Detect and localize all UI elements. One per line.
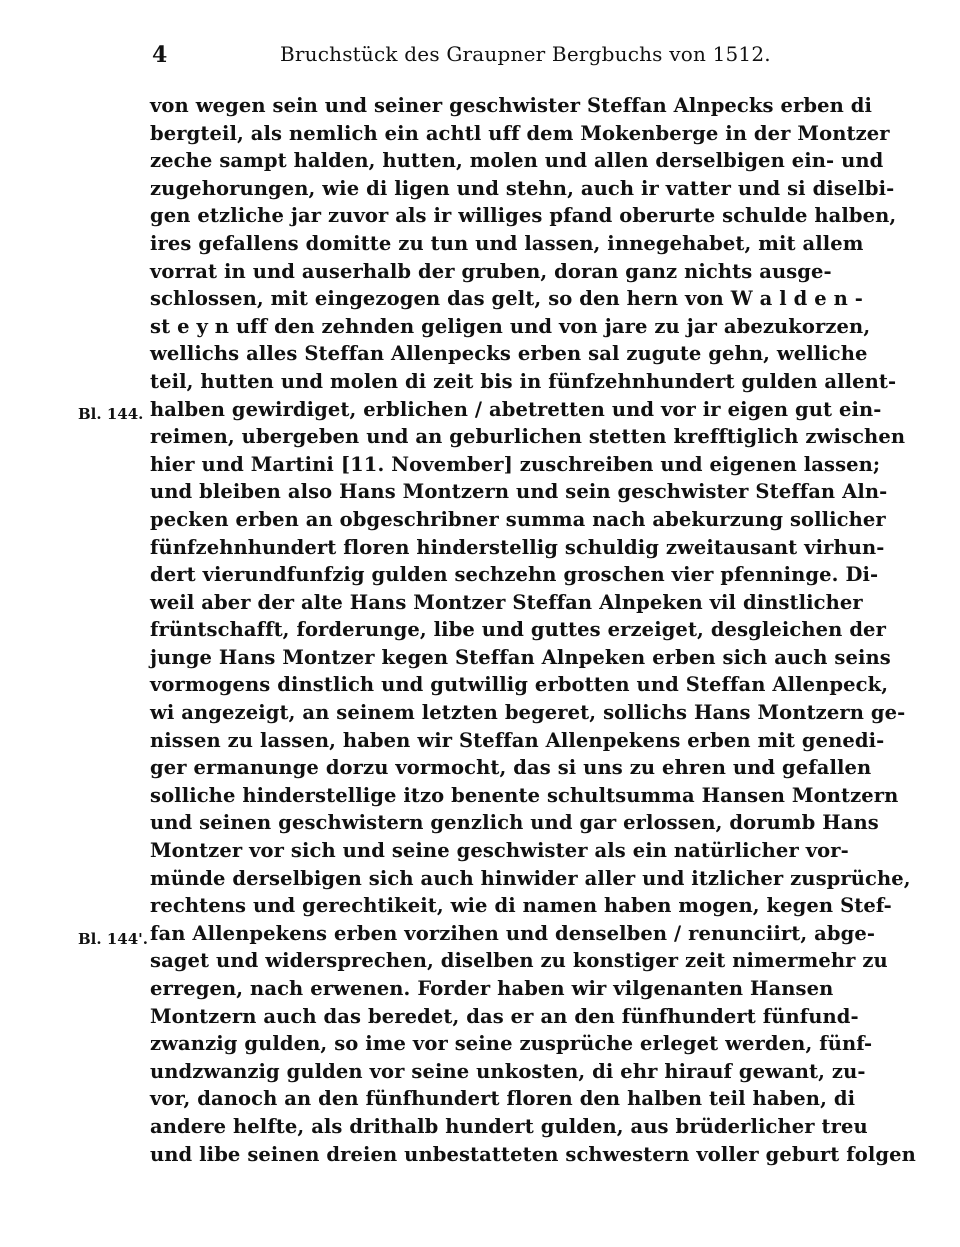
text-line: münde derselbigen sich auch hinwider aller und itzlicher zusprüche, <box>150 866 911 890</box>
text-line: reimen, ubergeben und an geburlichen stetten krefftiglich zwischen <box>150 425 906 449</box>
text-line: dert vierundfunfzig gulden sechzehn groschen vier pfenninge. Di- <box>150 563 879 587</box>
text-line: und libe seinen dreien unbestatteten schwestern voller geburt folgen <box>150 1142 916 1166</box>
text-line: und seinen geschwistern genzlich und gar erlossen, dorumb Hans <box>150 811 879 835</box>
text-line: zugehorungen, wie di ligen und stehn, auch ir vatter und si diselbi- <box>150 176 895 200</box>
text-line: wellichs alles Steffan Allenpecks erben sal zugute gehn, welliche <box>150 342 868 366</box>
text-line: halben gewirdiget, erblichen / abetretten und vor ir eigen gut ein- <box>150 397 882 421</box>
margin-note-folio: Bl. 144. <box>78 405 144 423</box>
page-header <box>152 36 822 76</box>
body-text <box>150 92 916 1168</box>
text-line: und bleiben also Hans Montzern und sein geschwister Steffan Aln- <box>150 480 888 504</box>
text-line: saget und widersprechen, diselben zu konstiger zeit nimermehr zu <box>150 949 888 973</box>
text-line: pecken erben an obgeschribner summa nach abekurzung sollicher <box>150 507 886 531</box>
text-line: vor, danoch an den fünfhundert floren den halben teil haben, di <box>150 1087 856 1111</box>
text-line: Montzer vor sich und seine geschwister als ein natürlicher vor- <box>150 839 849 863</box>
text-line: bergteil, als nemlich ein achtl uff dem Mokenberge in der Montzer <box>150 121 890 145</box>
text-line: fünfzehnhundert floren hinderstellig schuldig zweitausant virhun- <box>150 535 885 559</box>
text-line: früntschafft, forderunge, libe und guttes erzeiget, desgleichen der <box>150 618 886 642</box>
running-title: Bruchstück des Graupner Bergbuchs von 1512. <box>280 42 771 66</box>
text-line: schlossen, mit eingezogen das gelt, so den hern von W a l d e n - <box>150 287 863 311</box>
text-line: junge Hans Montzer kegen Steffan Alnpeken erben sich auch seins <box>150 645 891 669</box>
text-line: weil aber der alte Hans Montzer Steffan Alnpeken vil dinstlicher <box>150 590 863 614</box>
text-line: ires gefallens domitte zu tun und lassen, innegehabet, mit allem <box>150 231 864 255</box>
text-line: Montzern auch das beredet, das er an den fünfhundert fünfund- <box>150 1004 859 1028</box>
text-line: gen etzliche jar zuvor als ir williges pfand oberurte schulde halben, <box>150 204 897 228</box>
text-line: nissen zu lassen, haben wir Steffan Allenpekens erben mit genedi- <box>150 728 885 752</box>
text-line: zeche sampt halden, hutten, molen und allen derselbigen ein- und <box>150 149 884 173</box>
margin-note-folio: Bl. 144'. <box>78 930 148 948</box>
text-line: fan Allenpekens erben vorzihen und denselben / renunciirt, abge- <box>150 921 876 945</box>
text-line: st e y n uff den zehnden geligen und von jare zu jar abezukorzen, <box>150 314 871 338</box>
text-line: rechtens und gerechtikeit, wie di namen haben mogen, kegen Stef- <box>150 894 892 918</box>
text-line: undzwanzig gulden vor seine unkosten, di ehr hirauf gewant, zu- <box>150 1059 866 1083</box>
text-line: teil, hutten und molen di zeit bis in fünfzehnhundert gulden allent- <box>150 369 897 393</box>
text-line: wi angezeigt, an seinem letzten begeret, sollichs Hans Montzern ge- <box>150 701 906 725</box>
page-number: 4 <box>152 42 168 68</box>
text-line: von wegen sein und seiner geschwister Steffan Alnpecks erben di <box>150 94 873 117</box>
text-line: erregen, nach erwenen. Forder haben wir vilgenanten Hansen <box>150 977 834 1000</box>
text-line: ger ermanunge dorzu vormocht, das si uns zu ehren und gefallen <box>150 756 872 780</box>
text-line: hier und Martini [11. November] zuschreiben und eigenen lassen; <box>150 452 881 476</box>
text-line: vorrat in und auserhalb der gruben, doran ganz nichts ausge- <box>150 259 832 283</box>
text-line: zwanzig gulden, so ime vor seine zusprüche erleget werden, fünf- <box>150 1032 873 1056</box>
text-line: andere helfte, als drithalb hundert gulden, aus brüderlicher treu <box>150 1114 868 1138</box>
text-line: vormogens dinstlich und gutwillig erbotten und Steffan Allenpeck, <box>150 673 889 697</box>
text-line: solliche hinderstellige itzo benente schultsumma Hansen Montzern <box>150 783 899 807</box>
